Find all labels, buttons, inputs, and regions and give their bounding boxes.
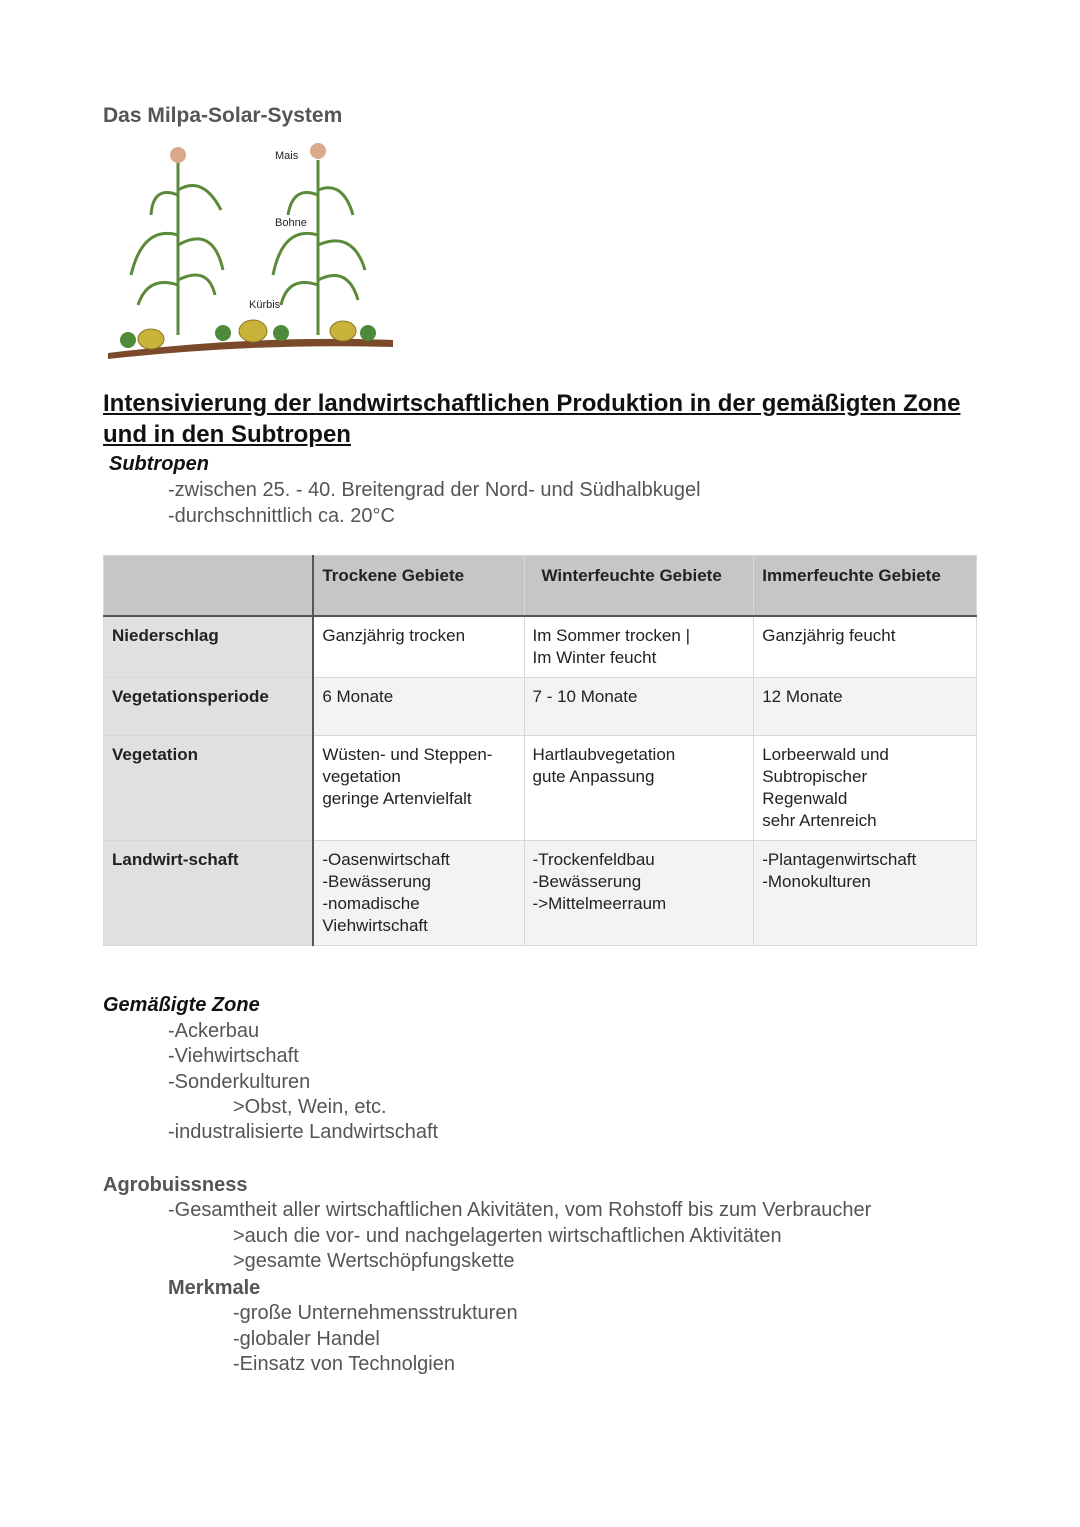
table-cell xyxy=(754,616,977,678)
gemaessigt-line: -industralisierte Landwirtschaft xyxy=(168,1121,439,1143)
cell-line: -Bewässerung xyxy=(322,872,432,891)
gemaessigt-line: -Ackerbau xyxy=(168,1020,260,1042)
row-label: Vegetation xyxy=(104,736,314,841)
table-cell xyxy=(313,736,524,841)
corn-plant-left xyxy=(131,160,223,335)
cell-line: -Plantagenwirtschaft xyxy=(762,850,917,869)
cell-line: Subtropischer xyxy=(762,767,868,786)
table-cell xyxy=(524,736,754,841)
corn-plant-right xyxy=(273,160,365,335)
cell-line: Ganzjährig trocken xyxy=(322,626,466,645)
merkmale-line: -Einsatz von Technolgien xyxy=(233,1353,455,1375)
header-cell: Immerfeuchte Gebiete xyxy=(754,556,977,617)
cell-line: -nomadische xyxy=(322,894,420,913)
cell-line: Im Winter feucht xyxy=(532,648,657,667)
label-bohne: Bohne xyxy=(275,217,307,229)
row-label: Landwirt-schaft xyxy=(104,841,314,946)
cell-line: 6 Monate xyxy=(322,687,394,706)
cell-line: gute Anpassung xyxy=(532,767,655,786)
gemaessigt-line: -Viehwirtschaft xyxy=(168,1045,299,1067)
table-row xyxy=(104,616,977,678)
gemaessigt-line: >Obst, Wein, etc. xyxy=(233,1096,387,1118)
cell-line: -Monokulturen xyxy=(762,872,871,891)
milpa-illustration xyxy=(103,135,398,360)
agro-line: >auch die vor- und nachgelagerten wirtschaftlichen Aktivitäten xyxy=(233,1225,782,1247)
row-label: Vegetationsperiode xyxy=(104,678,314,736)
table-cell xyxy=(313,841,524,946)
table-cell xyxy=(754,678,977,736)
cell-line: 12 Monate xyxy=(762,687,843,706)
cell-line: -Bewässerung xyxy=(532,872,642,891)
header-cell: Winterfeuchte Gebiete xyxy=(524,556,754,617)
agro-line: >gesamte Wertschöpfungskette xyxy=(233,1250,515,1272)
cell-line: Hartlaubvegetation xyxy=(532,745,676,764)
cell-line: 7 - 10 Monate xyxy=(532,687,638,706)
agro-title: Agrobuissness xyxy=(103,1174,248,1196)
table-cell xyxy=(313,616,524,678)
table-row xyxy=(104,678,977,736)
cell-line: Ganzjährig feucht xyxy=(762,626,896,645)
table-row xyxy=(104,841,977,946)
merkmale-title: Merkmale xyxy=(168,1277,261,1299)
table-cell xyxy=(524,841,754,946)
label-kuerbis: Kürbis xyxy=(249,299,281,311)
cell-line: geringe Artenvielfalt xyxy=(322,789,472,808)
cell-line: -Trockenfeldbau xyxy=(532,850,655,869)
subtropen-title: Subtropen xyxy=(109,453,209,475)
table-cell xyxy=(754,841,977,946)
cell-line: Viehwirtschaft xyxy=(322,916,428,935)
merkmale-line: -globaler Handel xyxy=(233,1328,380,1350)
gemaessigt-title: Gemäßigte Zone xyxy=(103,994,260,1016)
cell-line: Regenwald xyxy=(762,789,848,808)
table-header-row xyxy=(104,556,977,617)
table-row xyxy=(104,736,977,841)
cell-line: -Oasenwirtschaft xyxy=(322,850,450,869)
header-cell: Trockene Gebiete xyxy=(313,556,524,617)
table-cell xyxy=(313,678,524,736)
row-label: Niederschlag xyxy=(104,616,314,678)
cell-line: ->Mittelmeerraum xyxy=(532,894,667,913)
header-cell xyxy=(104,556,314,617)
table-cell xyxy=(524,616,754,678)
subtropen-line: -durchschnittlich ca. 20°C xyxy=(168,505,395,527)
section-title-milpa: Das Milpa-Solar-System xyxy=(103,104,343,127)
table-cell xyxy=(754,736,977,841)
cell-line: sehr Artenreich xyxy=(762,811,877,830)
cell-line: Im Sommer trocken | xyxy=(532,626,690,645)
cell-line: Lorbeerwald und xyxy=(762,745,889,764)
subtropen-table xyxy=(103,555,977,946)
subtropen-line: -zwischen 25. - 40. Breitengrad der Nord- und Südhalbkugel xyxy=(168,479,701,501)
label-mais: Mais xyxy=(275,150,299,162)
cell-line: Wüsten- und Steppen- xyxy=(322,745,493,764)
agro-line: -Gesamtheit aller wirtschaftlichen Akivitäten, vom Rohstoff bis zum Verbraucher xyxy=(168,1199,872,1221)
table-cell xyxy=(524,678,754,736)
merkmale-line: -große Unternehmensstrukturen xyxy=(233,1302,518,1324)
main-heading: Intensivierung der landwirtschaftlichen Produktion in der gemäßigten Zone und in den Subtropen xyxy=(103,390,961,448)
gemaessigt-line: -Sonderkulturen xyxy=(168,1071,311,1093)
cell-line: vegetation xyxy=(322,767,401,786)
